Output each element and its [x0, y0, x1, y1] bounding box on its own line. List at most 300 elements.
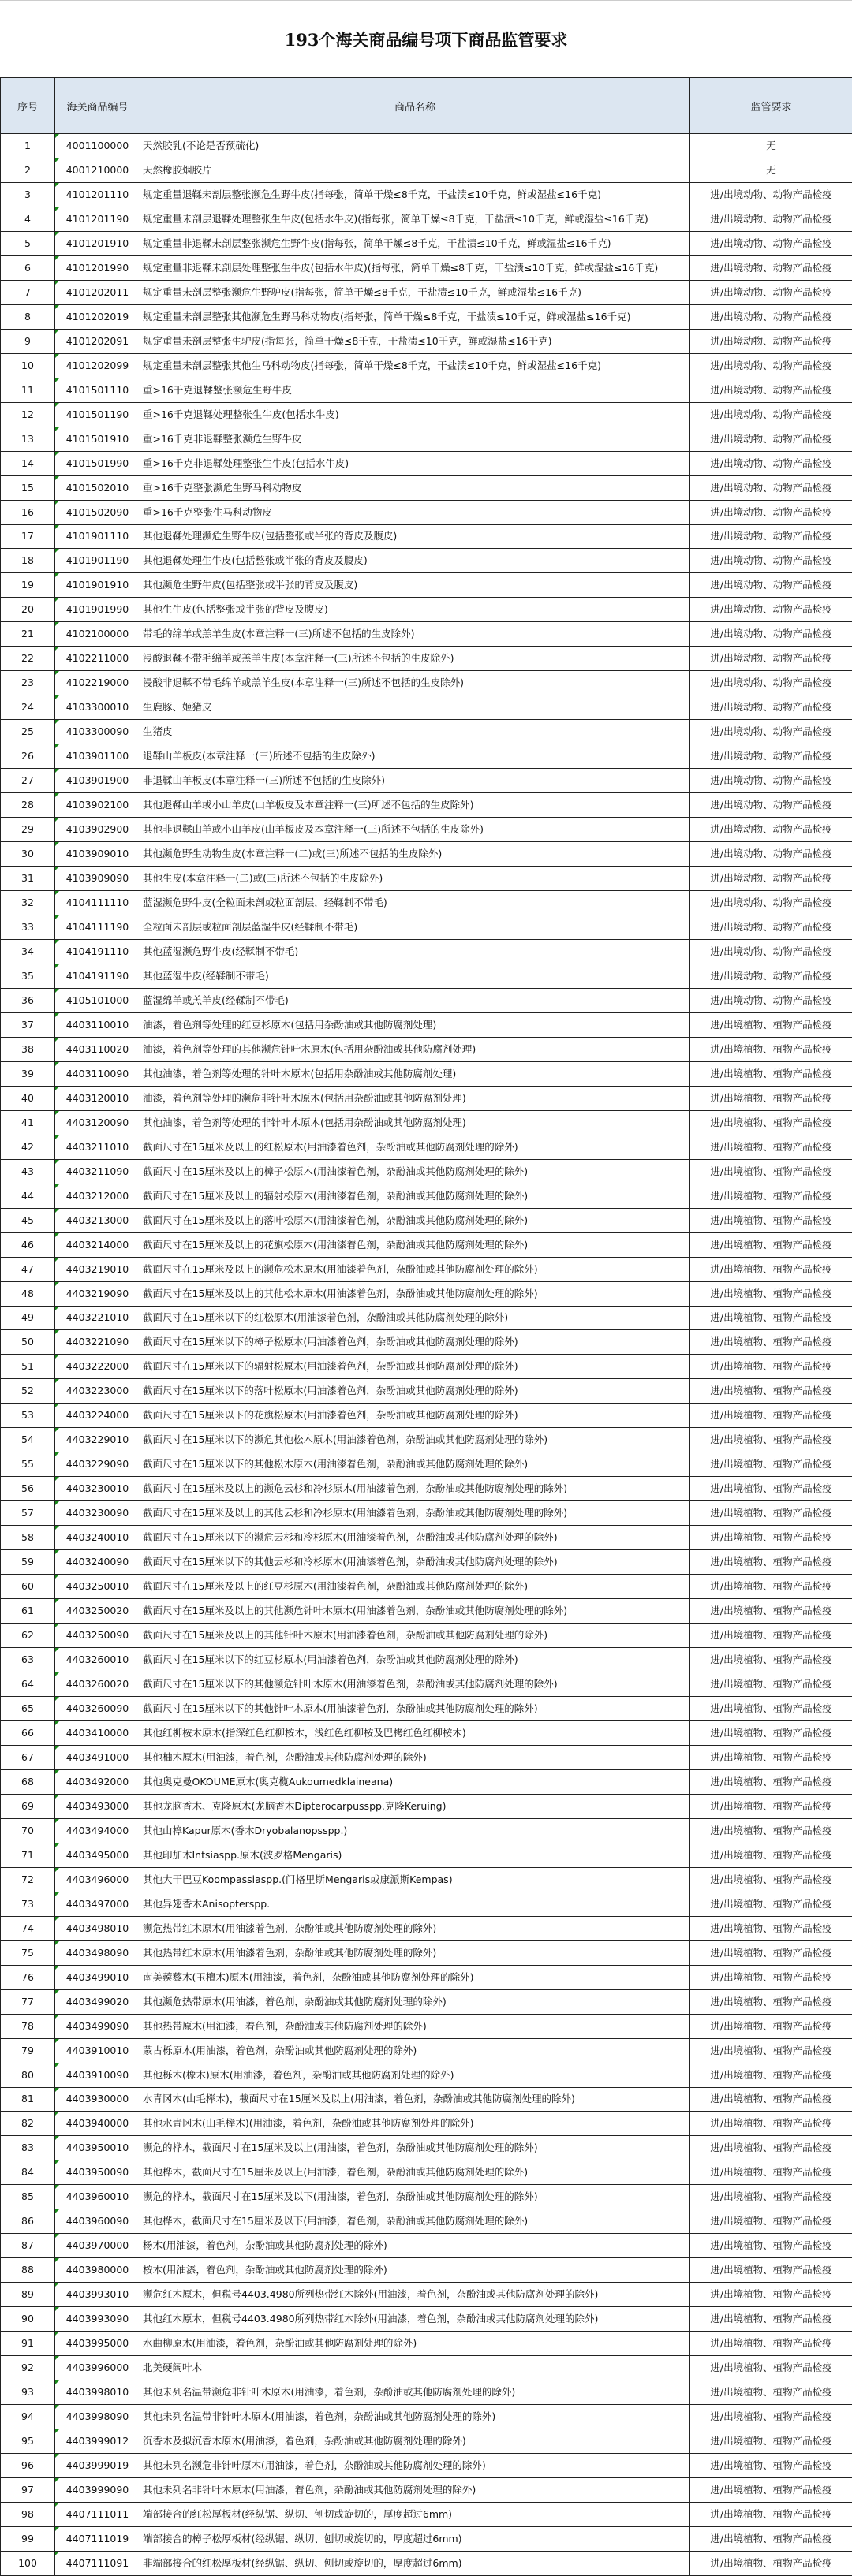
row-requirement: 进/出境植物、植物产品检疫 [690, 1745, 852, 1769]
table-row [1, 842, 852, 867]
row-name-text: 其他热带红木原木(用油漆着色剂，杂酚油或其他防腐剂处理的除外) [143, 1948, 689, 1959]
row-name-text: 油漆，着色剂等处理的濒危非针叶木原木(包括用杂酚油或其他防腐剂处理) [143, 1093, 689, 1104]
row-name-text: 截面尺寸在15厘米及以上的其他濒危针叶木原木(用油漆着色剂，杂酚油或其他防腐剂处理的除外) [143, 1605, 689, 1616]
table-row [1, 1624, 852, 1648]
row-name [140, 1330, 690, 1355]
row-seq: 7 [1, 280, 55, 304]
row-name [140, 1916, 690, 1940]
row-name-text: 带毛的绵羊或羔羊生皮(本章注释一(三)所述不包括的生皮除外) [143, 628, 689, 639]
row-name-text: 其他热带原木(用油漆，着色剂，杂酚油或其他防腐剂处理的除外) [143, 2021, 689, 2032]
row-code: 4001210000 [55, 158, 140, 182]
row-requirement: 无 [690, 158, 852, 182]
row-code: 4403499090 [55, 2014, 140, 2038]
row-name-text: 南美蒺藜木(玉檀木)原木(用油漆，着色剂，杂酚油或其他防腐剂处理的除外) [143, 1972, 689, 1983]
row-name [140, 622, 690, 647]
row-name [140, 2356, 690, 2380]
row-code: 4104111190 [55, 915, 140, 940]
row-name-text: 其他濒危野生动物生皮(本章注释一(二)或(三)所述不包括的生皮除外) [143, 848, 689, 859]
row-name-text: 其他非退鞣山羊或小山羊皮(山羊板皮及本章注释一(三)所述不包括的生皮除外) [143, 824, 689, 835]
row-name [140, 1769, 690, 1794]
row-requirement: 进/出境动物、动物产品检疫 [690, 231, 852, 255]
row-name [140, 1818, 690, 1843]
row-requirement: 进/出境植物、植物产品检疫 [690, 2356, 852, 2380]
row-code: 4403240010 [55, 1526, 140, 1550]
table-row [1, 2112, 852, 2136]
row-name-text: 桉木(用油漆，着色剂，杂酚油或其他防腐剂处理的除外) [143, 2265, 689, 2276]
table-row [1, 1769, 852, 1794]
row-name-text: 其他奥克曼OKOUME原木(奥克榄Aukoumedklaineana) [143, 1776, 689, 1788]
row-code: 4102100000 [55, 622, 140, 647]
row-requirement: 进/出境动物、动物产品检疫 [690, 720, 852, 744]
row-name-text: 生猪皮 [143, 726, 689, 737]
row-name [140, 598, 690, 622]
row-code: 4103909090 [55, 867, 140, 891]
row-name-text: 浸酸退鞣不带毛绵羊或羔羊生皮(本章注释一(三)所述不包括的生皮除外) [143, 653, 689, 664]
row-seq: 46 [1, 1232, 55, 1257]
row-seq: 70 [1, 1818, 55, 1843]
row-requirement: 进/出境植物、植物产品检疫 [690, 2283, 852, 2307]
row-name-text: 其他油漆，着色剂等处理的非针叶木原木(包括用杂酚油或其他防腐剂处理) [143, 1117, 689, 1128]
table-row [1, 1355, 852, 1379]
row-seq: 93 [1, 2380, 55, 2405]
table-row [1, 647, 852, 671]
row-seq: 54 [1, 1428, 55, 1452]
table-row [1, 2087, 852, 2112]
row-name-text: 其他山樟Kapur原木(香木Dryobalanopsspp.) [143, 1825, 689, 1836]
row-name [140, 1794, 690, 1818]
table-row [1, 134, 852, 158]
row-seq: 55 [1, 1452, 55, 1477]
row-requirement: 进/出境动物、动物产品检疫 [690, 475, 852, 500]
row-seq: 62 [1, 1624, 55, 1648]
table-row [1, 1232, 852, 1257]
row-name [140, 1110, 690, 1135]
row-name [140, 720, 690, 744]
row-requirement: 进/出境动物、动物产品检疫 [690, 695, 852, 720]
row-name-text: 截面尺寸在15厘米以下的其他云杉和冷杉原木(用油漆着色剂，杂酚油或其他防腐剂处理的除外) [143, 1556, 689, 1568]
row-name [140, 1892, 690, 1916]
table-row [1, 1208, 852, 1232]
row-requirement: 进/出境植物、植物产品检疫 [690, 1135, 852, 1159]
table-row [1, 1012, 852, 1037]
row-name-text: 其他桦木，截面尺寸在15厘米及以下(用油漆，着色剂，杂酚油或其他防腐剂处理的除外) [143, 2216, 689, 2227]
row-requirement: 进/出境动物、动物产品检疫 [690, 353, 852, 378]
row-seq: 48 [1, 1281, 55, 1306]
table-row [1, 988, 852, 1012]
row-seq: 35 [1, 964, 55, 988]
table-row [1, 2185, 852, 2209]
row-code: 4403211010 [55, 1135, 140, 1159]
row-seq: 97 [1, 2478, 55, 2503]
row-requirement: 进/出境植物、植物产品检疫 [690, 1232, 852, 1257]
table-row [1, 744, 852, 769]
row-seq: 96 [1, 2454, 55, 2478]
row-name [140, 475, 690, 500]
row-seq: 90 [1, 2307, 55, 2332]
table-row [1, 500, 852, 524]
row-name-text: 规定重量非退鞣未剖层处理整张生牛皮(包括水牛皮)(指每张，简单干燥≤8千克，干盐渍≤10千克，鲜或湿盐≤16千克) [143, 263, 689, 274]
row-name-text: 油漆，着色剂等处理的红豆杉原木(包括用杂酚油或其他防腐剂处理) [143, 1020, 689, 1031]
row-requirement: 进/出境植物、植物产品检疫 [690, 1940, 852, 1965]
row-requirement: 进/出境植物、植物产品检疫 [690, 1624, 852, 1648]
row-name [140, 2380, 690, 2405]
row-requirement: 进/出境植物、植物产品检疫 [690, 1575, 852, 1599]
table-row [1, 2209, 852, 2234]
row-name-text: 端部接合的红松厚板材(经纵锯、纵切、刨切或旋切的，厚度超过6mm) [143, 2509, 689, 2520]
table-row [1, 1599, 852, 1624]
row-requirement: 进/出境植物、植物产品检疫 [690, 1159, 852, 1184]
row-code: 4403219090 [55, 1281, 140, 1306]
table-row [1, 2038, 852, 2063]
row-code: 4403214000 [55, 1232, 140, 1257]
row-seq: 19 [1, 573, 55, 598]
row-name [140, 2502, 690, 2526]
row-seq: 86 [1, 2209, 55, 2234]
table-row [1, 1843, 852, 1867]
row-name-text: 其他未列名温带非针叶木原木(用油漆，着色剂，杂酚油或其他防腐剂处理的除外) [143, 2411, 689, 2422]
row-name [140, 1697, 690, 1721]
row-requirement: 进/出境植物、植物产品检疫 [690, 1648, 852, 1672]
row-seq: 20 [1, 598, 55, 622]
row-code: 4403230010 [55, 1477, 140, 1501]
table-row [1, 2551, 852, 2575]
table-row [1, 598, 852, 622]
row-name [140, 304, 690, 329]
row-name-text: 截面尺寸在15厘米以下的樟子松原木(用油漆着色剂，杂酚油或其他防腐剂处理的除外) [143, 1336, 689, 1348]
row-requirement: 进/出境植物、植物产品检疫 [690, 1720, 852, 1745]
row-requirement: 进/出境植物、植物产品检疫 [690, 1208, 852, 1232]
table-row [1, 1794, 852, 1818]
row-seq: 82 [1, 2112, 55, 2136]
row-code: 4101501910 [55, 427, 140, 451]
row-code: 4403999019 [55, 2454, 140, 2478]
row-name [140, 818, 690, 842]
table-row [1, 1428, 852, 1452]
table-row [1, 1672, 852, 1697]
row-code: 4403993090 [55, 2307, 140, 2332]
row-name-text: 其他生皮(本章注释一(二)或(三)所述不包括的生皮除外) [143, 873, 689, 884]
row-code: 4101501110 [55, 378, 140, 402]
row-name [140, 2283, 690, 2307]
row-name-text: 规定重量未剖层退鞣处理整张生牛皮(包括水牛皮)(指每张，简单干燥≤8千克，干盐渍≤10千克，鲜或湿盐≤16千克) [143, 214, 689, 225]
row-seq: 37 [1, 1012, 55, 1037]
row-requirement: 进/出境植物、植物产品检疫 [690, 1306, 852, 1330]
row-code: 4403960010 [55, 2185, 140, 2209]
row-code: 4403213000 [55, 1208, 140, 1232]
row-code: 4102211000 [55, 647, 140, 671]
row-seq: 61 [1, 1599, 55, 1624]
row-name [140, 2454, 690, 2478]
row-seq: 16 [1, 500, 55, 524]
table-row [1, 182, 852, 207]
row-name [140, 378, 690, 402]
row-name [140, 1379, 690, 1404]
row-seq: 59 [1, 1550, 55, 1575]
row-name-text: 截面尺寸在15厘米以下的辐射松原木(用油漆着色剂，杂酚油或其他防腐剂处理的除外) [143, 1361, 689, 1372]
row-name [140, 1037, 690, 1061]
table-row [1, 2380, 852, 2405]
row-name [140, 1452, 690, 1477]
row-seq: 95 [1, 2429, 55, 2454]
table-row [1, 1989, 852, 2014]
row-name [140, 695, 690, 720]
table-row [1, 695, 852, 720]
row-requirement: 进/出境植物、植物产品检疫 [690, 1697, 852, 1721]
table-row [1, 2405, 852, 2429]
row-requirement: 进/出境植物、植物产品检疫 [690, 2136, 852, 2160]
row-name-text: 截面尺寸在15厘米及以上的濒危云杉和冷杉原木(用油漆着色剂，杂酚油或其他防腐剂处理的除外) [143, 1483, 689, 1494]
row-seq: 13 [1, 427, 55, 451]
row-seq: 50 [1, 1330, 55, 1355]
row-seq: 98 [1, 2502, 55, 2526]
row-seq: 85 [1, 2185, 55, 2209]
row-code: 4101201910 [55, 231, 140, 255]
row-code: 4403950010 [55, 2136, 140, 2160]
row-seq: 74 [1, 1916, 55, 1940]
row-seq: 2 [1, 158, 55, 182]
table-row [1, 1818, 852, 1843]
row-name-text: 端部接合的樟子松厚板材(经纵锯、纵切、刨切或旋切的，厚度超过6mm) [143, 2533, 689, 2544]
table-row [1, 1135, 852, 1159]
table-row [1, 1184, 852, 1208]
row-requirement: 进/出境动物、动物产品检疫 [690, 818, 852, 842]
row-seq: 88 [1, 2258, 55, 2283]
row-seq: 24 [1, 695, 55, 720]
row-seq: 41 [1, 1110, 55, 1135]
row-seq: 89 [1, 2283, 55, 2307]
row-seq: 76 [1, 1965, 55, 1989]
row-name-text: 其他未列名温带濒危非针叶木原木(用油漆，着色剂，杂酚油或其他防腐剂处理的除外) [143, 2387, 689, 2398]
row-requirement: 进/出境动物、动物产品检疫 [690, 964, 852, 988]
row-code: 4403497000 [55, 1892, 140, 1916]
row-name [140, 2551, 690, 2575]
table-row [1, 1404, 852, 1428]
row-code: 4102219000 [55, 671, 140, 695]
row-code: 4403910010 [55, 2038, 140, 2063]
row-name [140, 402, 690, 427]
row-seq: 75 [1, 1940, 55, 1965]
row-seq: 49 [1, 1306, 55, 1330]
row-code: 4104111110 [55, 891, 140, 915]
row-seq: 84 [1, 2160, 55, 2185]
row-requirement: 进/出境植物、植物产品检疫 [690, 1989, 852, 2014]
row-name [140, 255, 690, 280]
row-name [140, 1843, 690, 1867]
row-seq: 42 [1, 1135, 55, 1159]
row-code: 4101502010 [55, 475, 140, 500]
row-seq: 64 [1, 1672, 55, 1697]
table-row [1, 2454, 852, 2478]
row-code: 4403410000 [55, 1720, 140, 1745]
row-name [140, 158, 690, 182]
row-seq: 79 [1, 2038, 55, 2063]
row-name-text: 蒙古栎原木(用油漆，着色剂，杂酚油或其他防腐剂处理的除外) [143, 2045, 689, 2056]
row-name-text: 非退鞣山羊板皮(本章注释一(三)所述不包括的生皮除外) [143, 775, 689, 786]
row-requirement: 进/出境植物、植物产品检疫 [690, 2429, 852, 2454]
table-row [1, 549, 852, 573]
row-seq: 21 [1, 622, 55, 647]
table-row [1, 304, 852, 329]
row-seq: 33 [1, 915, 55, 940]
row-seq: 66 [1, 1720, 55, 1745]
row-name [140, 1989, 690, 2014]
table-row [1, 1940, 852, 1965]
row-requirement: 进/出境植物、植物产品检疫 [690, 1477, 852, 1501]
row-name [140, 1135, 690, 1159]
row-code: 4403219010 [55, 1257, 140, 1281]
table-row [1, 1061, 852, 1086]
row-name-text: 其他濒危生野牛皮(包括整张或半张的背皮及腹皮) [143, 580, 689, 591]
row-code: 4101901110 [55, 524, 140, 549]
row-name-text: 水青冈木(山毛榉木)，截面尺寸在15厘米及以上(用油漆，着色剂，杂酚油或其他防腐剂处理的除外) [143, 2093, 689, 2104]
table-row [1, 451, 852, 475]
table-row [1, 1306, 852, 1330]
row-seq: 53 [1, 1404, 55, 1428]
row-requirement: 进/出境动物、动物产品检疫 [690, 402, 852, 427]
table-row [1, 1281, 852, 1306]
row-requirement: 进/出境动物、动物产品检疫 [690, 182, 852, 207]
row-name [140, 182, 690, 207]
row-name-text: 退鞣山羊板皮(本章注释一(三)所述不包括的生皮除外) [143, 751, 689, 762]
row-code: 4101901190 [55, 549, 140, 573]
row-name-text: 截面尺寸在15厘米及以上的濒危松木原木(用油漆着色剂，杂酚油或其他防腐剂处理的除外) [143, 1264, 689, 1275]
row-requirement: 进/出境动物、动物产品检疫 [690, 255, 852, 280]
table-row [1, 818, 852, 842]
row-requirement: 进/出境植物、植物产品检疫 [690, 1281, 852, 1306]
row-name [140, 1404, 690, 1428]
row-requirement: 进/出境植物、植物产品检疫 [690, 1404, 852, 1428]
row-name-text: 规定重量未剖层整张生驴皮(指每张，简单干燥≤8千克，干盐渍≤10千克，鲜或湿盐≤16千克) [143, 336, 689, 347]
row-name-text: 其他栎木(橡木)原木(用油漆，着色剂，杂酚油或其他防腐剂处理的除外) [143, 2070, 689, 2081]
row-code: 4403260010 [55, 1648, 140, 1672]
row-name-text: 其他退鞣处理生牛皮(包括整张或半张的背皮及腹皮) [143, 555, 689, 566]
row-seq: 94 [1, 2405, 55, 2429]
row-code: 4403250010 [55, 1575, 140, 1599]
row-code: 4403996000 [55, 2356, 140, 2380]
header-code: 海关商品编号 [55, 78, 140, 134]
row-name [140, 744, 690, 769]
row-name [140, 2160, 690, 2185]
row-name-text: 蓝湿绵羊或羔羊皮(经鞣制不带毛) [143, 995, 689, 1006]
row-code: 4403999012 [55, 2429, 140, 2454]
row-name-text: 截面尺寸在15厘米及以上的辐射松原木(用油漆着色剂，杂酚油或其他防腐剂处理的除外) [143, 1191, 689, 1202]
row-name [140, 1672, 690, 1697]
row-requirement: 进/出境植物、植物产品检疫 [690, 1550, 852, 1575]
row-code: 4103901900 [55, 769, 140, 793]
row-name-text: 截面尺寸在15厘米以下的濒危其他松木原木(用油漆着色剂，杂酚油或其他防腐剂处理的除外) [143, 1434, 689, 1445]
row-requirement: 进/出境植物、植物产品检疫 [690, 1818, 852, 1843]
row-name [140, 1477, 690, 1501]
table-row [1, 573, 852, 598]
row-code: 4403499020 [55, 1989, 140, 2014]
table-row [1, 2283, 852, 2307]
row-seq: 67 [1, 1745, 55, 1769]
table-row [1, 939, 852, 964]
table-row [1, 2160, 852, 2185]
row-name-text: 重>16千克非退鞣处理整张生牛皮(包括水牛皮) [143, 458, 689, 469]
row-requirement: 进/出境动物、动物产品检疫 [690, 915, 852, 940]
table-row [1, 720, 852, 744]
row-code: 4403229090 [55, 1452, 140, 1477]
row-requirement: 无 [690, 134, 852, 158]
row-requirement: 进/出境植物、植物产品检疫 [690, 1892, 852, 1916]
row-name-text: 截面尺寸在15厘米以下的红松原木(用油漆着色剂，杂酚油或其他防腐剂处理的除外) [143, 1312, 689, 1323]
row-code: 4403930000 [55, 2087, 140, 2112]
row-code: 4403492000 [55, 1769, 140, 1794]
row-name-text: 沉香木及拟沉香木原木(用油漆，着色剂，杂酚油或其他防腐剂处理的除外) [143, 2436, 689, 2447]
row-seq: 9 [1, 329, 55, 353]
row-requirement: 进/出境动物、动物产品检疫 [690, 207, 852, 231]
row-name-text: 其他退鞣处理濒危生野牛皮(包括整张或半张的背皮及腹皮) [143, 531, 689, 542]
row-seq: 14 [1, 451, 55, 475]
table-row [1, 1965, 852, 1989]
row-name [140, 1281, 690, 1306]
row-seq: 15 [1, 475, 55, 500]
row-name [140, 1306, 690, 1330]
row-requirement: 进/出境植物、植物产品检疫 [690, 1379, 852, 1404]
row-name [140, 1355, 690, 1379]
row-name [140, 1867, 690, 1892]
row-requirement: 进/出境动物、动物产品检疫 [690, 598, 852, 622]
row-code: 4101501990 [55, 451, 140, 475]
row-requirement: 进/出境动物、动物产品检疫 [690, 573, 852, 598]
row-code: 4403498010 [55, 1916, 140, 1940]
row-name-text: 截面尺寸在15厘米以下的其他松木原木(用油漆着色剂，杂酚油或其他防腐剂处理的除外) [143, 1459, 689, 1470]
row-requirement: 进/出境植物、植物产品检疫 [690, 1843, 852, 1867]
row-name [140, 1745, 690, 1769]
table-row [1, 915, 852, 940]
row-requirement: 进/出境植物、植物产品检疫 [690, 1599, 852, 1624]
row-name [140, 524, 690, 549]
table-row [1, 671, 852, 695]
table-row [1, 2258, 852, 2283]
table-row [1, 964, 852, 988]
row-name-text: 浸酸非退鞣不带毛绵羊或羔羊生皮(本章注释一(三)所述不包括的生皮除外) [143, 677, 689, 688]
row-seq: 22 [1, 647, 55, 671]
row-requirement: 进/出境植物、植物产品检疫 [690, 1526, 852, 1550]
row-name [140, 1550, 690, 1575]
row-code: 4403212000 [55, 1184, 140, 1208]
table-header [1, 78, 852, 134]
row-seq: 6 [1, 255, 55, 280]
row-name-text: 濒危热带红木原木(用油漆着色剂，杂酚油或其他防腐剂处理的除外) [143, 1923, 689, 1934]
row-name-text: 重>16千克非退鞣整张濒危生野牛皮 [143, 434, 689, 445]
row-requirement: 进/出境植物、植物产品检疫 [690, 2063, 852, 2087]
row-code: 4101202091 [55, 329, 140, 353]
row-seq: 39 [1, 1061, 55, 1086]
row-requirement: 进/出境植物、植物产品检疫 [690, 2234, 852, 2258]
row-seq: 10 [1, 353, 55, 378]
row-name-text: 其他油漆，着色剂等处理的针叶木原木(包括用杂酚油或其他防腐剂处理) [143, 1068, 689, 1079]
row-requirement: 进/出境植物、植物产品检疫 [690, 1428, 852, 1452]
row-seq: 1 [1, 134, 55, 158]
row-name-text: 截面尺寸在15厘米及以上的落叶松原木(用油漆着色剂，杂酚油或其他防腐剂处理的除外) [143, 1215, 689, 1226]
table-row [1, 1892, 852, 1916]
table-row [1, 1526, 852, 1550]
row-requirement: 进/出境植物、植物产品检疫 [690, 1110, 852, 1135]
row-code: 4403910090 [55, 2063, 140, 2087]
row-name [140, 207, 690, 231]
row-seq: 100 [1, 2551, 55, 2575]
row-code: 4403260020 [55, 1672, 140, 1697]
table-row [1, 2014, 852, 2038]
row-requirement: 进/出境动物、动物产品检疫 [690, 671, 852, 695]
header-seq: 序号 [1, 78, 55, 134]
row-name [140, 842, 690, 867]
table-row [1, 2136, 852, 2160]
row-requirement: 进/出境植物、植物产品检疫 [690, 2038, 852, 2063]
row-seq: 83 [1, 2136, 55, 2160]
